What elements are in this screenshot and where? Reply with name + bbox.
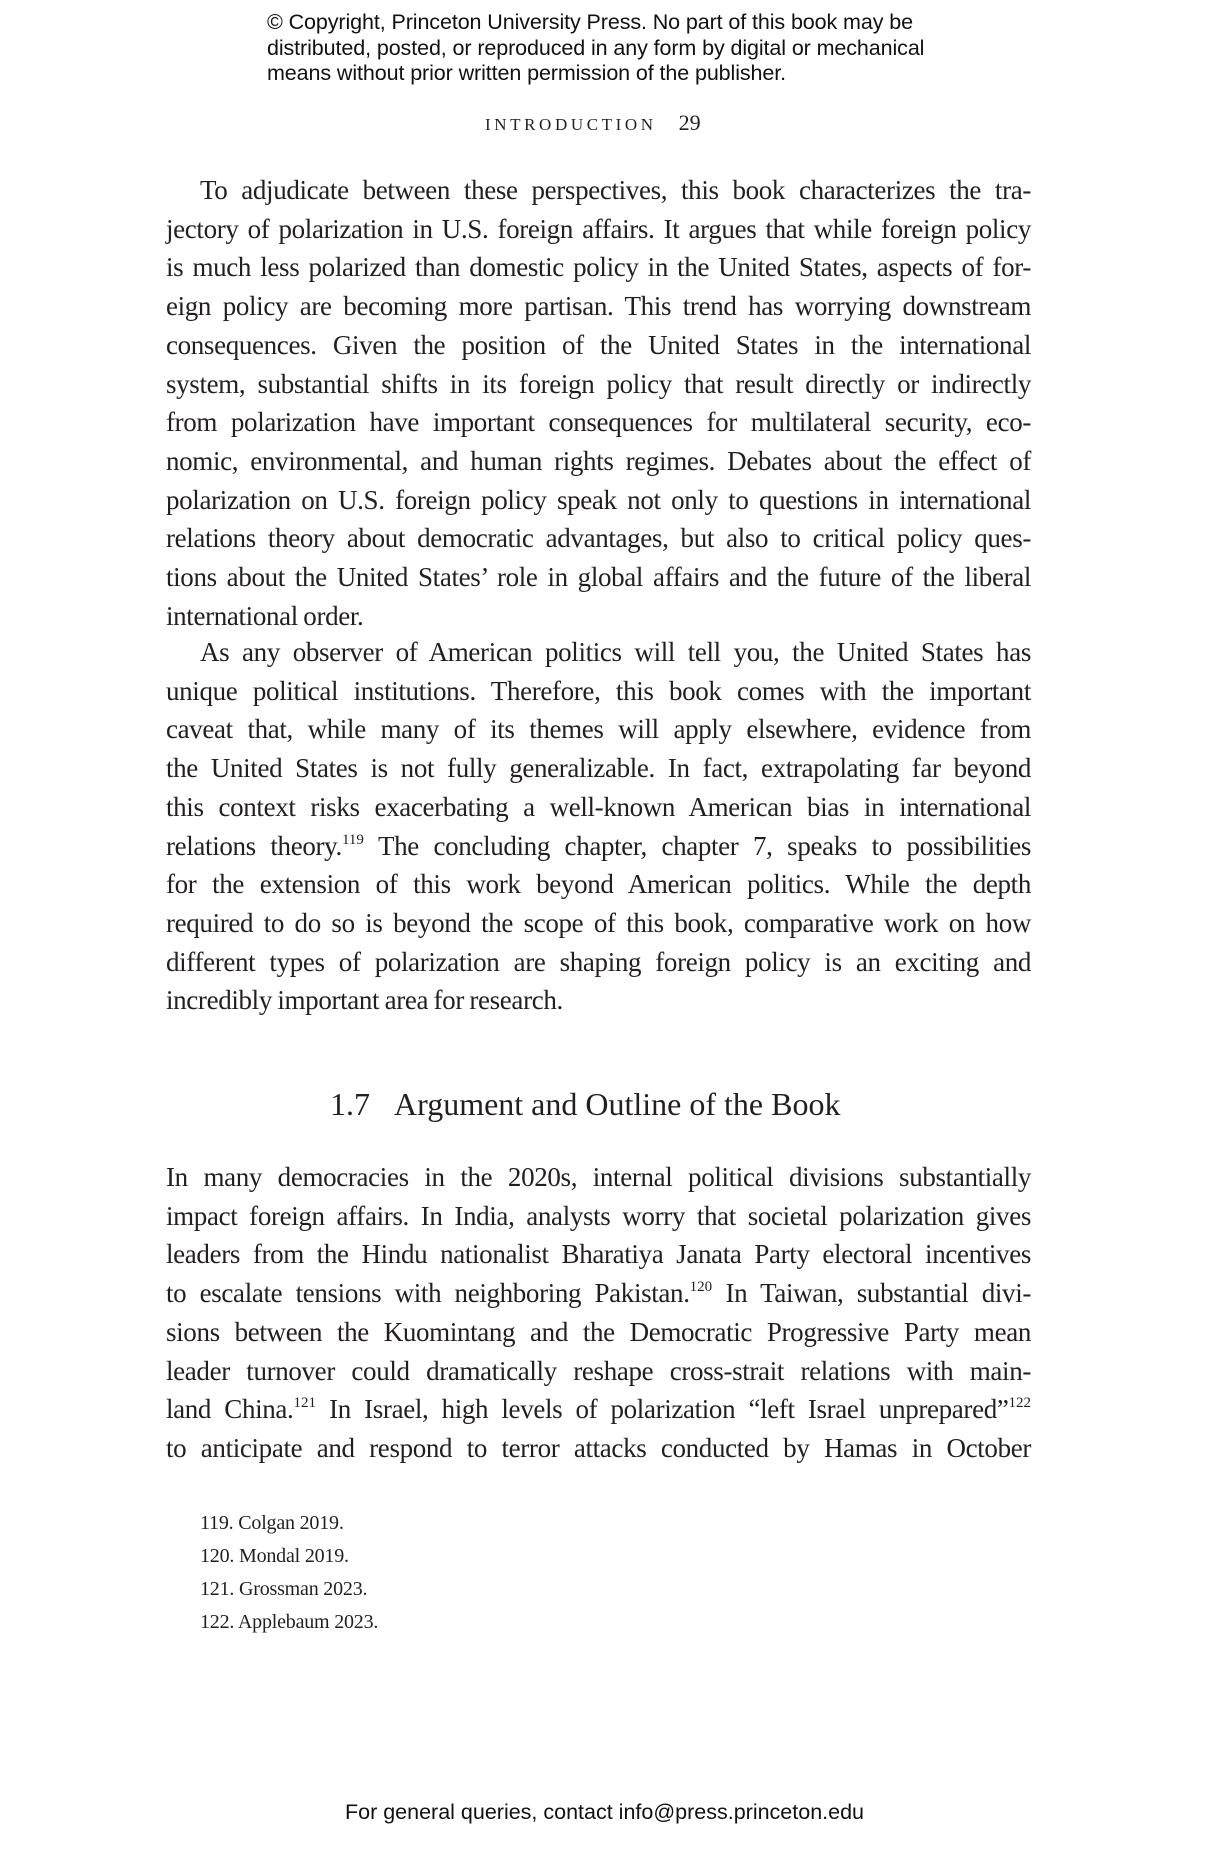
paragraph-2-line — [166, 904, 1031, 942]
running-head-title: INTRODUCTION — [485, 115, 657, 134]
paragraph-3-line — [166, 1313, 1031, 1351]
line-text: polarization on U.S. foreign policy speak not only to questions in international — [166, 484, 1031, 515]
line-text: relations theory about democratic advantages, but also to critical policy ques- — [166, 523, 1031, 554]
paragraph-2-line — [166, 710, 1031, 748]
running-head — [485, 110, 701, 136]
paragraph-1-line — [166, 248, 1031, 286]
line-text: international order. — [166, 600, 364, 631]
section-number: 1.7 — [330, 1086, 370, 1122]
line-text: leaders from the Hindu nationalist Bharatiya Janata Party electoral incentives — [166, 1239, 1031, 1270]
paragraph-2-line — [166, 749, 1031, 787]
paragraph-3-line — [166, 1158, 1031, 1196]
line-text: consequences. Given the position of the United States in the international — [166, 329, 1031, 360]
paragraph-1-line — [166, 210, 1031, 248]
line-text: for the extension of this work beyond American politics. While the depth — [166, 869, 1031, 900]
paragraph-2-line — [166, 981, 1031, 1019]
line-text: to escalate tensions with neighboring Pakistan. — [166, 1278, 690, 1309]
paragraph-2-line — [166, 788, 1031, 826]
page-number: 29 — [678, 110, 701, 135]
section-title: Argument and Outline of the Book — [394, 1086, 841, 1122]
line-text: To adjudicate between these perspectives, this book characterizes the tra- — [200, 175, 1031, 205]
paragraph-3-line — [166, 1197, 1031, 1235]
line-text: sions between the Kuomintang and the Democratic Progressive Party mean — [166, 1316, 1031, 1347]
paragraph-2-line — [166, 943, 1031, 981]
footer-contact: For general queries, contact info@press.princeton.edu — [345, 1800, 865, 1824]
footnote-reference[interactable]: 120 — [689, 1279, 713, 1296]
footnote-reference[interactable]: 121 — [293, 1395, 316, 1412]
line-text: In Israel, high levels of polarization “left Israel unprepared” — [315, 1394, 1009, 1425]
copyright-line: distributed, posted, or reproduced in any form by digital or mechanical — [267, 35, 925, 60]
line-text: is much less polarized than domestic policy in the United States, aspects of for- — [166, 252, 1031, 283]
paragraph-3-line — [166, 1235, 1031, 1273]
footnote-item: 119. Colgan 2019. — [200, 1512, 344, 1534]
line-text: nomic, environmental, and human rights regimes. Debates about the effect of — [166, 445, 1031, 476]
line-text: leader turnover could dramatically reshape cross-strait relations with main- — [166, 1355, 1031, 1386]
paragraph-1-line — [200, 171, 1031, 209]
footnote-item: 121. Grossman 2023. — [200, 1578, 368, 1600]
line-text: As any observer of American politics will tell you, the United States has — [200, 637, 1031, 667]
line-text: tions about the United States’ role in global affairs and the future of the liberal — [166, 562, 1031, 592]
line-text: unique political institutions. Therefore, this book comes with the important — [166, 675, 1031, 706]
paragraph-1-line — [166, 365, 1031, 403]
line-text: In Taiwan, substantial divi- — [712, 1278, 1031, 1309]
paragraph-3-line — [166, 1390, 1031, 1428]
paragraph-1-line — [166, 519, 1031, 557]
paragraph-2-line — [200, 633, 1031, 671]
paragraph-1-line — [166, 558, 1031, 596]
footnote-reference[interactable]: 122 — [1008, 1395, 1031, 1412]
line-text: In many democracies in the 2020s, internal political divisions substantially — [166, 1162, 1031, 1192]
footnote-item: 122. Applebaum 2023. — [200, 1611, 379, 1633]
paragraph-2-line — [166, 672, 1031, 710]
line-text: required to do so is beyond the scope of this book, comparative work on how — [166, 907, 1031, 938]
line-text: relations theory. — [166, 830, 342, 861]
paragraph-2-line — [166, 827, 1031, 865]
line-text: the United States is not fully generalizable. In fact, extrapolating far beyond — [166, 753, 1031, 784]
footnote-reference[interactable]: 119 — [341, 831, 364, 848]
line-text: from polarization have important consequences for multilateral security, eco- — [166, 407, 1031, 438]
line-text: this context risks exacerbating a well-known American bias in international — [166, 791, 1031, 822]
copyright-line: © Copyright, Princeton University Press. No part of this book may be — [267, 10, 913, 34]
paragraph-1-line — [166, 597, 1031, 635]
paragraph-3-line — [166, 1429, 1031, 1467]
line-text: caveat that, while many of its themes will apply elsewhere, evidence from — [166, 714, 1031, 745]
line-text: jectory of polarization in U.S. foreign affairs. It argues that while foreign policy — [166, 213, 1031, 244]
line-text: land China. — [166, 1394, 294, 1425]
paragraph-3-line — [166, 1274, 1031, 1312]
copyright-line: means without prior written permission of the publisher. — [267, 61, 787, 85]
line-text: system, substantial shifts in its foreign policy that result directly or indirectly — [166, 368, 1031, 399]
footnote-item: 120. Mondal 2019. — [200, 1545, 349, 1567]
paragraph-1-line — [166, 403, 1031, 441]
paragraph-2-line — [166, 865, 1031, 903]
copyright-notice — [267, 10, 924, 87]
paragraph-1-line — [166, 326, 1031, 364]
paragraph-3-line — [166, 1352, 1031, 1390]
line-text: eign policy are becoming more partisan. This trend has worrying downstream — [166, 291, 1031, 322]
line-text: The concluding chapter, chapter 7, speaks to possibilities — [363, 830, 1031, 861]
section-heading — [330, 1084, 840, 1124]
line-text: different types of polarization are shaping foreign policy is an exciting and — [166, 946, 1031, 977]
line-text: impact foreign affairs. In India, analysts worry that societal polarization gives — [166, 1200, 1031, 1231]
paragraph-1-line — [166, 481, 1031, 519]
line-text: to anticipate and respond to terror attacks conducted by Hamas in October — [166, 1432, 1031, 1463]
paragraph-1-line — [166, 442, 1031, 480]
paragraph-1-line — [166, 287, 1031, 325]
line-text: incredibly important area for research. — [166, 985, 563, 1016]
